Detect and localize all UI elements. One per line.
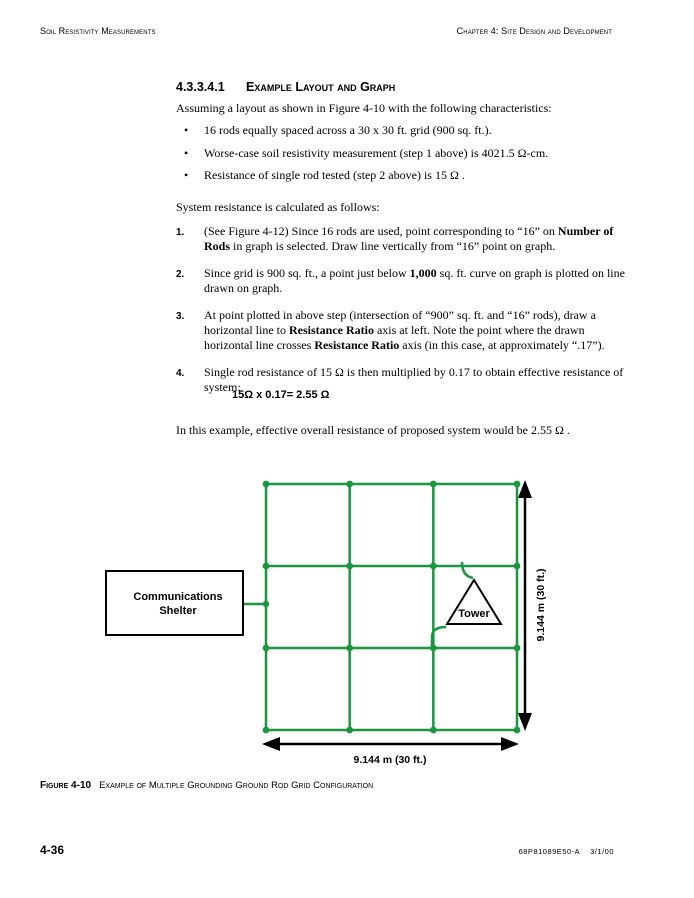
list-item: • 16 rods equally spaced across a 30 x 30 ft. grid (900 sq. ft.). (176, 123, 616, 138)
ground-rod (514, 645, 521, 652)
step-emphasis: Resistance Ratio (288, 323, 374, 337)
step-number: 4. (176, 368, 185, 379)
document-date: 3/1/00 (590, 847, 614, 856)
step-emphasis: Resistance Ratio (314, 338, 400, 352)
ground-rod (346, 645, 353, 652)
step-item (176, 266, 626, 296)
step-text: axis (in this case, at approximately “.17”). (399, 338, 605, 352)
calculation-intro: System resistance is calculated as follows: (176, 200, 380, 214)
characteristics-list (176, 123, 616, 191)
ground-rod (514, 727, 521, 734)
tower-label: Tower (458, 608, 490, 620)
step-text: (See Figure 4-12) Since 16 rods are used, point corresponding to “16” on (204, 224, 558, 238)
footer-doc-info (509, 847, 614, 856)
horizontal-dimension-label: 9.144 m (30 ft.) (353, 754, 427, 766)
ground-rod (514, 563, 521, 570)
ground-rod (263, 481, 270, 488)
shelter-lead-rod (263, 601, 269, 607)
step-item (176, 224, 626, 254)
step-item (176, 308, 626, 353)
ground-rod (430, 727, 437, 734)
list-item: • Worse-case soil resistivity measurement (step 1 above) is 4021.5 Ω-cm. (176, 146, 616, 161)
running-header-left: Soil Resistivity Measurements (40, 26, 156, 36)
communications-shelter (106, 571, 243, 635)
step-emphasis: Number of Rods (204, 224, 614, 253)
page-number: 4-36 (40, 843, 65, 857)
step-text: Since grid is 900 sq. ft., a point just below (204, 266, 410, 280)
shelter-label-line2: Shelter (159, 605, 197, 617)
dimension-arrowhead-bottom (518, 713, 532, 731)
step-number: 3. (176, 311, 185, 322)
calculation-steps (176, 224, 626, 407)
intro-paragraph: Assuming a layout as shown in Figure 4-10 with the following characteristics: (176, 101, 552, 115)
ground-rod (346, 481, 353, 488)
ground-rod (263, 563, 270, 570)
ground-rod (263, 645, 270, 652)
shelter-label-line1: Communications (133, 591, 223, 603)
figure-number: Figure 4-10 (40, 780, 92, 791)
step-emphasis: 1,000 (409, 266, 437, 280)
resistance-formula: 15Ω x 0.17= 2.55 Ω (232, 389, 330, 401)
section-number: 4.3.3.4.1 (176, 80, 225, 94)
ground-rod (430, 481, 437, 488)
result-paragraph: In this example, effective overall resistance of proposed system would be 2.55 Ω . (176, 423, 570, 437)
ground-rod (430, 645, 437, 652)
list-item: • Resistance of single rod tested (step 2 above) is 15 Ω . (176, 168, 616, 183)
step-text: Single rod resistance of 15 Ω is then multiplied by 0.17 to obtain effective resistance of system: (204, 365, 624, 394)
section-heading (176, 80, 395, 94)
step-text: axis at left. Note the point where the drawn horizontal line crosses (204, 323, 585, 352)
step-text: At point plotted in above step (intersection of “900” sq. ft. and “16” rods), draw a horizontal line to (204, 308, 596, 337)
figure-caption (40, 780, 373, 791)
step-text: sq. ft. curve on graph is plotted on line drawn on graph. (204, 266, 625, 295)
document-number: 68P81089E50-A (518, 847, 581, 856)
ground-rod (263, 727, 270, 734)
step-number: 2. (176, 269, 185, 280)
ground-rod (430, 563, 437, 570)
running-header-right: Chapter 4: Site Design and Development (456, 26, 612, 36)
step-text: in graph is selected. Draw line vertically from “16” point on graph. (230, 239, 556, 253)
ground-rod (346, 727, 353, 734)
ground-rod-grid-figure (0, 460, 694, 780)
dimension-arrowhead-right (501, 737, 519, 751)
section-title: Example Layout and Graph (246, 80, 396, 94)
step-number: 1. (176, 227, 185, 238)
ground-rod (346, 563, 353, 570)
dimension-arrowhead-left (262, 737, 280, 751)
figure-title: Example of Multiple Grounding Ground Rod Grid Configuration (99, 780, 374, 791)
vertical-dimension-label: 9.144 m (30 ft.) (535, 568, 547, 642)
ground-rod (514, 481, 521, 488)
